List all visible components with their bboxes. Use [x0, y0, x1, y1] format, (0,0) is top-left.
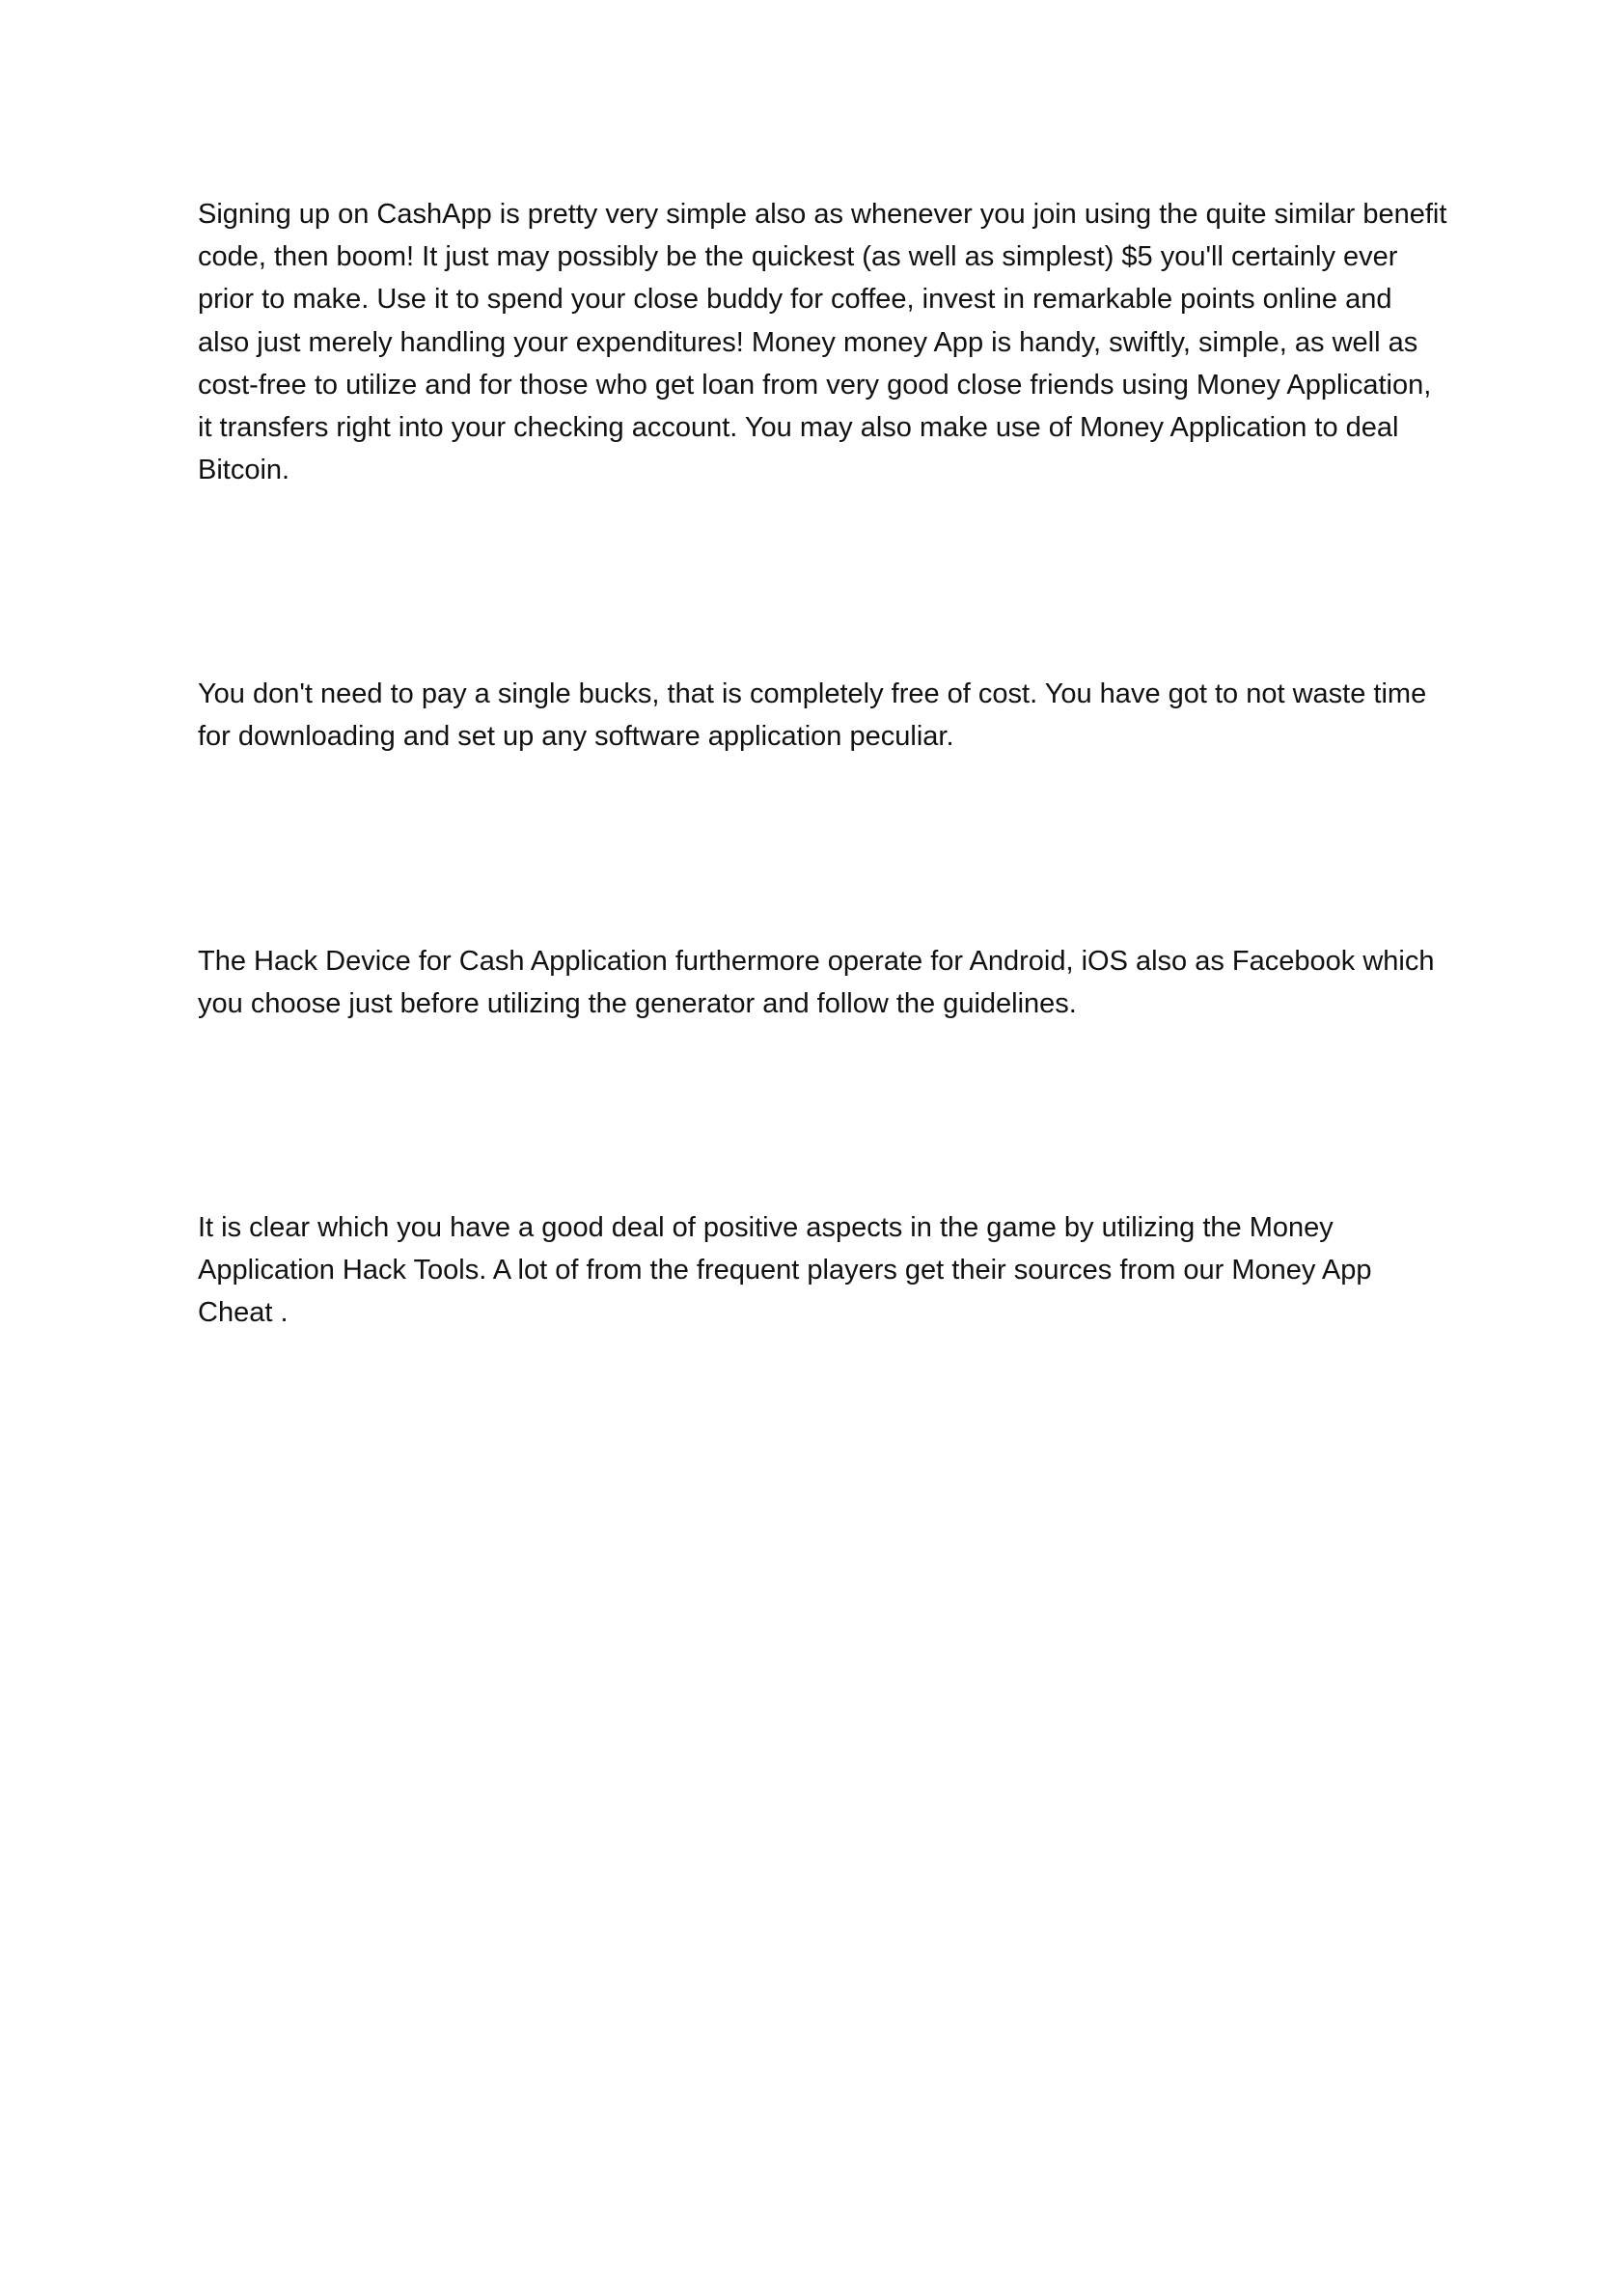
paragraph-hack-tools: [198, 1206, 1452, 1335]
text-line: for downloading and set up any software application peculiar.: [198, 721, 954, 753]
text-line: The Hack Device for Cash Application furthermore operate for Android, iOS also as Facebook which: [198, 946, 1435, 977]
text-line: It is clear which you have a good deal of positive aspects in the game by utilizing the Money: [198, 1212, 1334, 1243]
text-line: also just merely handling your expenditures! Money money App is handy, swiftly, simple, as well as: [198, 326, 1418, 358]
text-line: cost-free to utilize and for those who get loan from very good close friends using Money Application,: [198, 369, 1432, 401]
paragraph-cashapp-signup: [198, 193, 1452, 491]
text-line: code, then boom! It just may possibly be the quickest (as well as simplest) $5 you'll certainly ever: [198, 241, 1398, 273]
paragraph-hack-device: [198, 940, 1452, 1025]
text-line: Application Hack Tools. A lot of from the frequent players get their sources from our Money App: [198, 1255, 1372, 1286]
text-line: it transfers right into your checking account. You may also make use of Money Application to deal: [198, 412, 1399, 444]
text-line: You don't need to pay a single bucks, that is completely free of cost. You have got to not waste time: [198, 678, 1427, 709]
paragraph-free-of-cost: [198, 673, 1452, 758]
text-line: Signing up on CashApp is pretty very simple also as whenever you join using the quite similar benefit: [198, 199, 1447, 230]
text-line: prior to make. Use it to spend your close buddy for coffee, invest in remarkable points online and: [198, 284, 1392, 316]
text-line: Bitcoin.: [198, 455, 290, 486]
text-line: you choose just before utilizing the generator and follow the guidelines.: [198, 988, 1077, 1020]
text-line: Cheat .: [198, 1297, 289, 1329]
